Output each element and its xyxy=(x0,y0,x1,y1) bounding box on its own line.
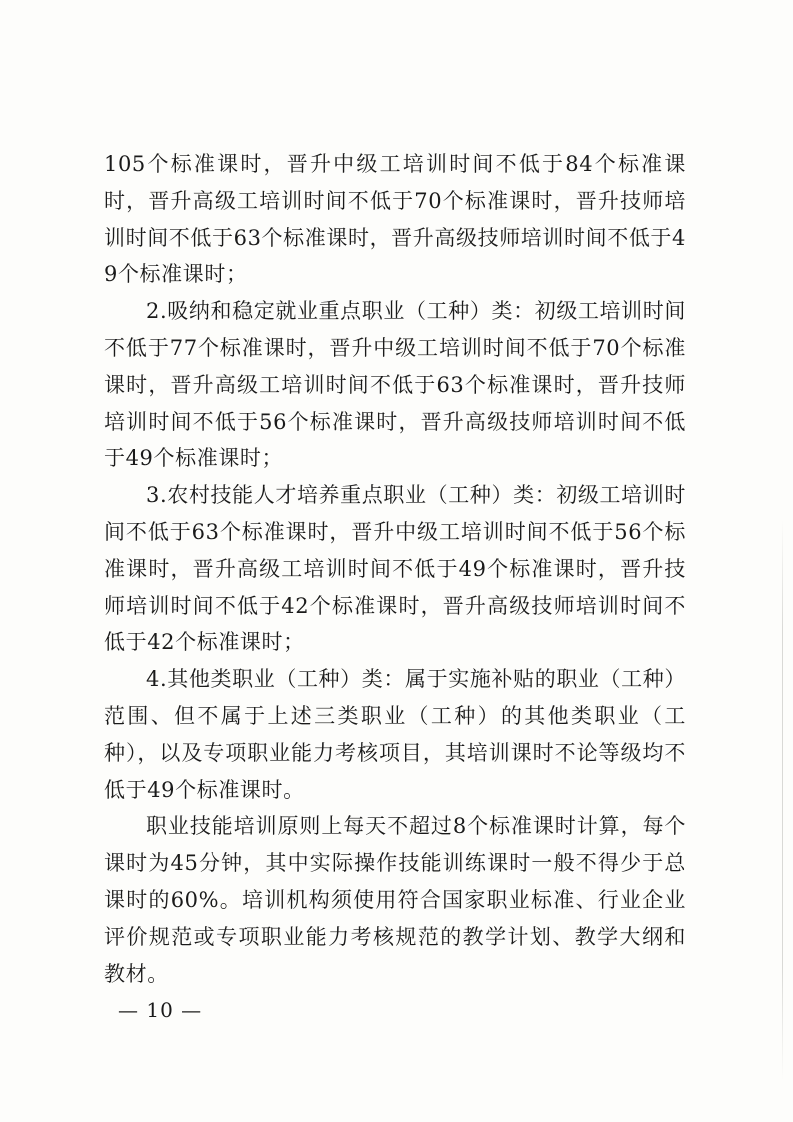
paragraph-item-4: 4.其他类职业（工种）类：属于实施补贴的职业（工种）范围、但不属于上述三类职业（工种）的其他类职业（工种），以及专项职业能力考核项目，其培训课时不论等级均不低于49个标准课时。 xyxy=(104,667,686,802)
page-number: — 10 — xyxy=(118,998,203,1022)
body-text xyxy=(104,146,686,992)
scan-edge-line xyxy=(782,520,783,1080)
paragraph-continuation: 105个标准课时，晋升中级工培训时间不低于84个标准课时，晋升高级工培训时间不低于70个标准课时，晋升技师培训时间不低于63个标准课时，晋升高级技师培训时间不低于49个标准课时； xyxy=(104,152,686,287)
paragraph-item-3: 3.农村技能人才培养重点职业（工种）类：初级工培训时间不低于63个标准课时，晋升中级工培训时间不低于56个标准课时，晋升高级工培训时间不低于49个标准课时，晋升技师培训时间不低于42个标准课时，晋升高级技师培训时间不低于42个标准课时； xyxy=(104,483,686,655)
paragraph-item-2: 2.吸纳和稳定就业重点职业（工种）类：初级工培训时间不低于77个标准课时，晋升中级工培训时间不低于70个标准课时，晋升高级工培训时间不低于63个标准课时，晋升技师培训时间不低于56个标准课时，晋升高级技师培训时间不低于49个标准课时； xyxy=(104,299,686,471)
paragraph-training-rules: 职业技能培训原则上每天不超过8个标准课时计算，每个课时为45分钟，其中实际操作技能训练课时一般不得少于总课时的60%。培训机构须使用符合国家职业标准、行业企业评价规范或专项职业能力考核规范的教学计划、教学大纲和教材。 xyxy=(104,814,686,986)
